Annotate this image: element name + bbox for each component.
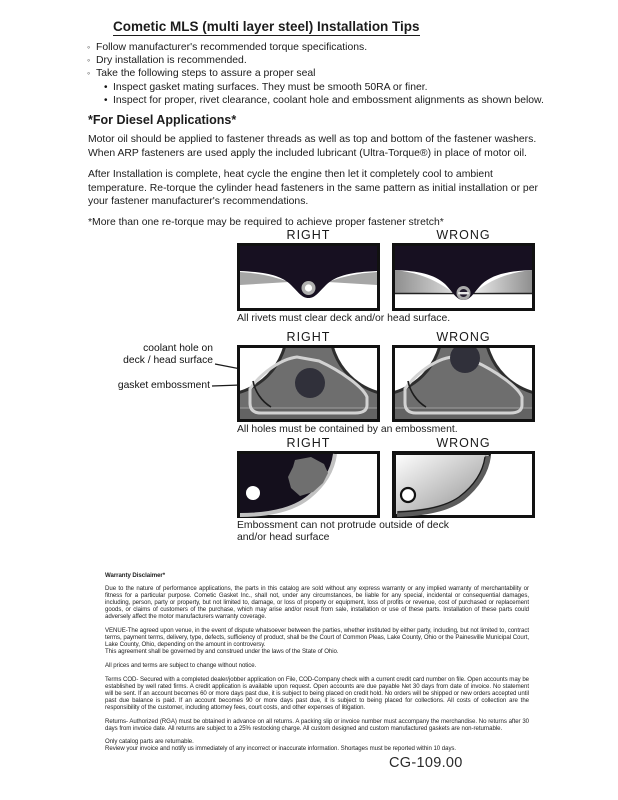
tip-text: Inspect gasket mating surfaces. They must be smooth 50RA or finer. [113,81,428,93]
wrong-label: WRONG [436,436,491,450]
wrong-label: WRONG [436,330,491,344]
rivet-right-panel-illustration [237,243,380,311]
diesel-paragraph-heat-cycle: After Installation is complete, heat cycle the engine then let it completely cool to ambient temperature. Re-torque the cylinder head fasteners in the same pattern as initial installation or per your fastener manufacturer's recommendations. [88,169,538,208]
right-label: RIGHT [286,330,331,344]
coolant-hole-diagram-row [105,330,545,435]
page-title: Cometic MLS (multi layer steel) Installation Tips [113,19,420,34]
only-catalog-paragraph: Only catalog parts are returnable. [105,738,194,746]
tip-text: Follow manufacturer's recommended torque specifications. [96,42,368,53]
coolant-hole-label-line1: coolant hole on [143,343,213,354]
embossment-right-panel-illustration [237,451,380,518]
warranty-paragraph: Due to the nature of performance applications, the parts in this catalog are sold without any express warranty or any implied warranty of merchantability or fitness for a particular purpose. Cometic Gasket Inc., shall not, under any circumstances, be liable for any special, incidental or consequential damages, including, person, party or property, but not limited to, damage, or loss of property or equipment, loss of profits or revenue, cost of purchased or replacement goods, or claims of customers of the purchase, which may arise and/or result from sale, installation or use of these parts. Installation of these parts could adversely affect the motor manufacturers warranty coverage. [105,585,529,621]
embossment-caption [237,520,537,543]
page-number: CG-109.00 [389,755,463,771]
coolant-hole-label [105,343,213,366]
wrong-label: WRONG [436,228,491,242]
embossment-protrusion-diagram [237,436,537,543]
list-item [87,67,557,80]
list-item [104,81,557,94]
right-label: RIGHT [286,436,331,450]
bullet-icon: ◦ [87,68,91,79]
diesel-applications-section [88,114,548,238]
rivet-caption: All rivets must clear deck and/or head surface. [237,313,451,324]
legal-fine-print [105,572,529,752]
gasket-embossment-label: gasket embossment [117,380,210,391]
prices-paragraph: All prices and terms are subject to change without notice. [105,661,257,669]
list-item [104,94,557,107]
rivet-clearance-diagram [237,228,537,325]
hole-caption: All holes must be contained by an embossment. [237,424,458,435]
right-label: RIGHT [286,228,331,242]
embossment-caption-line1: Embossment can not protrude outside of deck [237,520,449,531]
embossment-caption-line2: and/or head surface [237,531,330,543]
returns-paragraph: Returns- Authorized (RGA) must be obtained in advance on all returns. A packing slip or invoice number must accompany the merchandise. No returns after 30 days from invoice date. All returns are subject to a 25% restocking charge. All custom designed and custom manufactured gaskets are non-returnable. [105,717,529,732]
sub-bullet-icon: • [104,94,108,106]
diesel-heading: *For Diesel Applications* [88,113,237,127]
embossment-wrong-panel-illustration [392,451,535,518]
venue-paragraph-2: This agreement shall be governed by and construed under the laws of the State of Ohio. [105,648,339,656]
hole-right-panel-illustration [237,345,380,422]
review-invoice-paragraph: Review your invoice and notify us immediately of any incorrect or inaccurate information. Shortages must be reported within 10 days. [105,745,457,753]
bullet-icon: ◦ [87,55,91,66]
coolant-hole-diagram [237,330,537,436]
list-item [87,41,557,54]
diesel-paragraph-oil: Motor oil should be applied to fastener threads as well as top and bottom of the fastener washers. When ARP fasteners are used apply the included lubricant (Ultra-Torque®) in place of motor oil. [88,134,537,159]
diesel-paragraph-retorque: *More than one re-torque may be required to achieve proper fastener stretch* [88,217,444,229]
installation-tips-list [87,41,557,107]
bullet-icon: ◦ [87,42,91,52]
rivet-wrong-panel-illustration [392,243,535,311]
warranty-disclaimer-heading: Warranty Disclaimer* [105,572,166,579]
tip-text: Dry installation is recommended. [96,55,247,67]
terms-paragraph: Terms COD- Secured with a completed dealer/jobber application on File, COD-Company check with a current credit card number on file. Open accounts may be established by well rated firms. A credit application is available upon request. Open accounts are due payable Net 30 days from date of invoice. No statement will be sent. If an account becomes 60 or more days past due, it is subject to being placed on credit hold. No orders will be shipped or new orders accepted until past due balance is paid. If an account becomes 90 or more days past due, it is subject to being placed for collections. All costs of collection are the responsibility of the customer, including attorney fees, court costs, and other expenses of litigation. [105,675,529,711]
coolant-hole-label-line2: deck / head surface [123,354,213,366]
hole-wrong-panel-illustration [392,345,535,422]
list-item [87,54,557,67]
tip-text: Take the following steps to assure a proper seal [96,68,316,80]
sub-bullet-icon: • [104,81,108,93]
tip-text: Inspect for proper, rivet clearance, coolant hole and embossment alignments as shown below. [113,94,544,106]
venue-paragraph: VENUE-The agreed upon venue, in the event of dispute whatsoever between the parties, whether instituted by either party, including, but not limited to, contract terms, payment terms, delivery, type, defects, sufficiency of product, shall be the Court of Common Pleas, Lake County, Ohio or the Painesville Municipal Court, Lake County, Ohio, depending on the amount in controversy. [105,627,529,649]
